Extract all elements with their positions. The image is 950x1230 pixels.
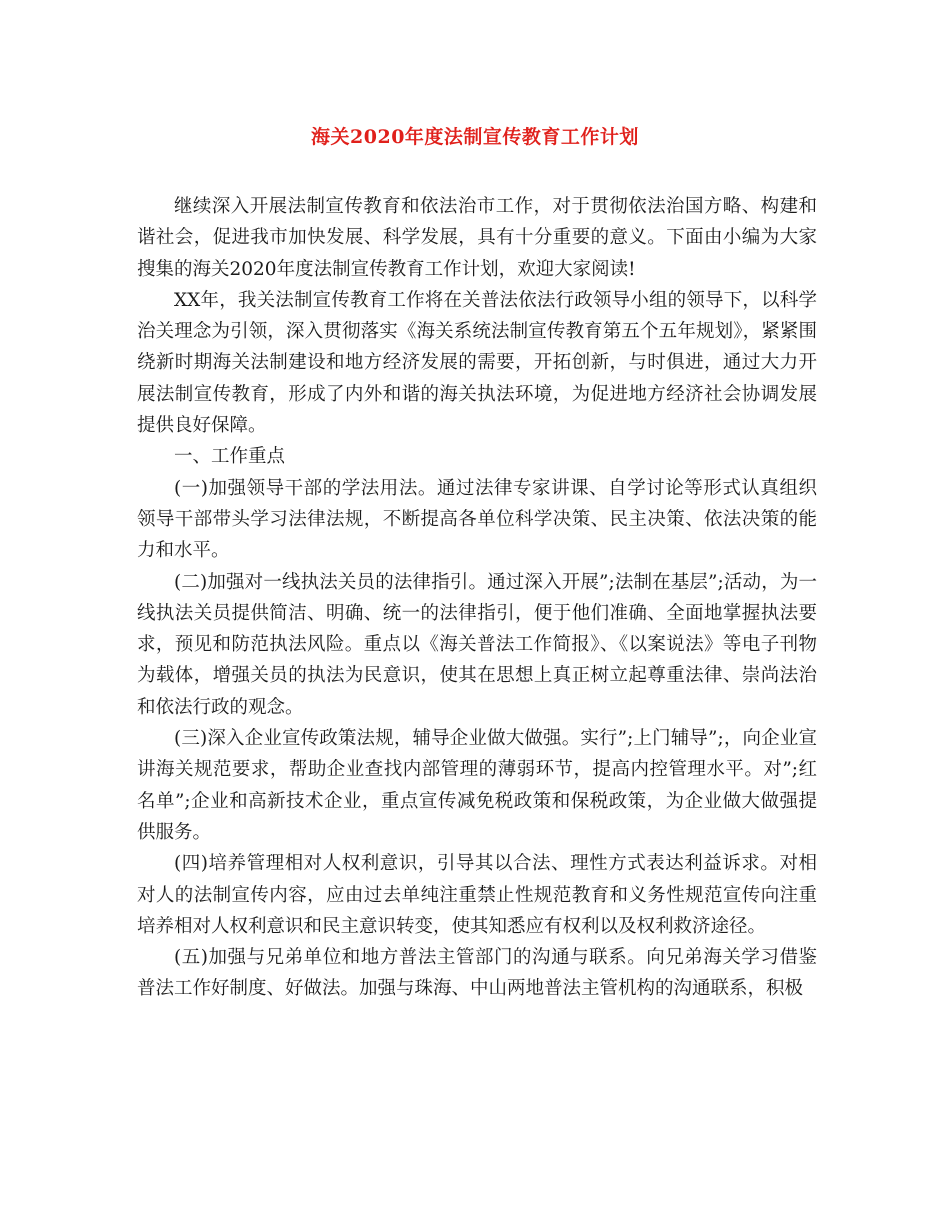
document-title: 海关2020年度法制宣传教育工作计划: [311, 126, 639, 148]
paragraph-item-1: (一)加强领导干部的学法用法。通过法律专家讲课、自学讨论等形式认真组织领导干部带头学习法律法规，不断提高各单位科学决策、民主决策、依法决策的能力和水平。: [137, 477, 817, 562]
paragraph-item-5: (五)加强与兄弟单位和地方普法主管部门的沟通与联系。向兄弟海关学习借鉴普法工作好制度、好做法。加强与珠海、中山两地普法主管机构的沟通联系，积极: [137, 947, 817, 1000]
paragraph-item-2: (二)加强对一线执法关员的法律指引。通过深入开展”;法制在基层”;活动，为一线执法关员提供简洁、明确、统一的法律指引，便于他们准确、全面地掌握执法要求，预见和防范执法风险。重点以《海关普法工作简报》、《以案说法》等电子刊物为载体，增强关员的执法为民意识，使其在思想上真正树立起尊重法律、崇尚法治和依法行政的观念。: [137, 571, 817, 718]
paragraph-intro: 继续深入开展法制宣传教育和依法治市工作，对于贯彻依法治国方略、构建和谐社会，促进我市加快发展、科学发展，具有十分重要的意义。下面由小编为大家搜集的海关2020年度法制宣传教育工作计划，欢迎大家阅读!: [137, 196, 817, 280]
paragraph-item-3: (三)深入企业宣传政策法规，辅导企业做大做强。实行”;上门辅导”;，向企业宣讲海关规范要求，帮助企业查找内部管理的薄弱环节，提高内控管理水平。对”;红名单”;企业和高新技术企业，重点宣传减免税政策和保税政策，为企业做大做强提供服务。: [137, 728, 817, 843]
document-body: [137, 191, 817, 1005]
paragraph-item-4: (四)培养管理相对人权利意识，引导其以合法、理性方式表达利益诉求。对相对人的法制宣传内容，应由过去单纯注重禁止性规范教育和义务性规范宣传向注重培养相对人权利意识和民主意识转变，使其知悉应有权利以及权利救济途径。: [137, 853, 817, 937]
paragraph-overview: XX年，我关法制宣传教育工作将在关普法依法行政领导小组的领导下，以科学治关理念为引领，深入贯彻落实《海关系统法制宣传教育第五个五年规划》，紧紧围绕新时期海关法制建设和地方经济发展的需要，开拓创新，与时俱进，通过大力开展法制宣传教育，形成了内外和谐的海关执法环境，为促进地方经济社会协调发展提供良好保障。: [137, 289, 817, 437]
section-heading-work-focus: 一、工作重点: [174, 446, 286, 468]
